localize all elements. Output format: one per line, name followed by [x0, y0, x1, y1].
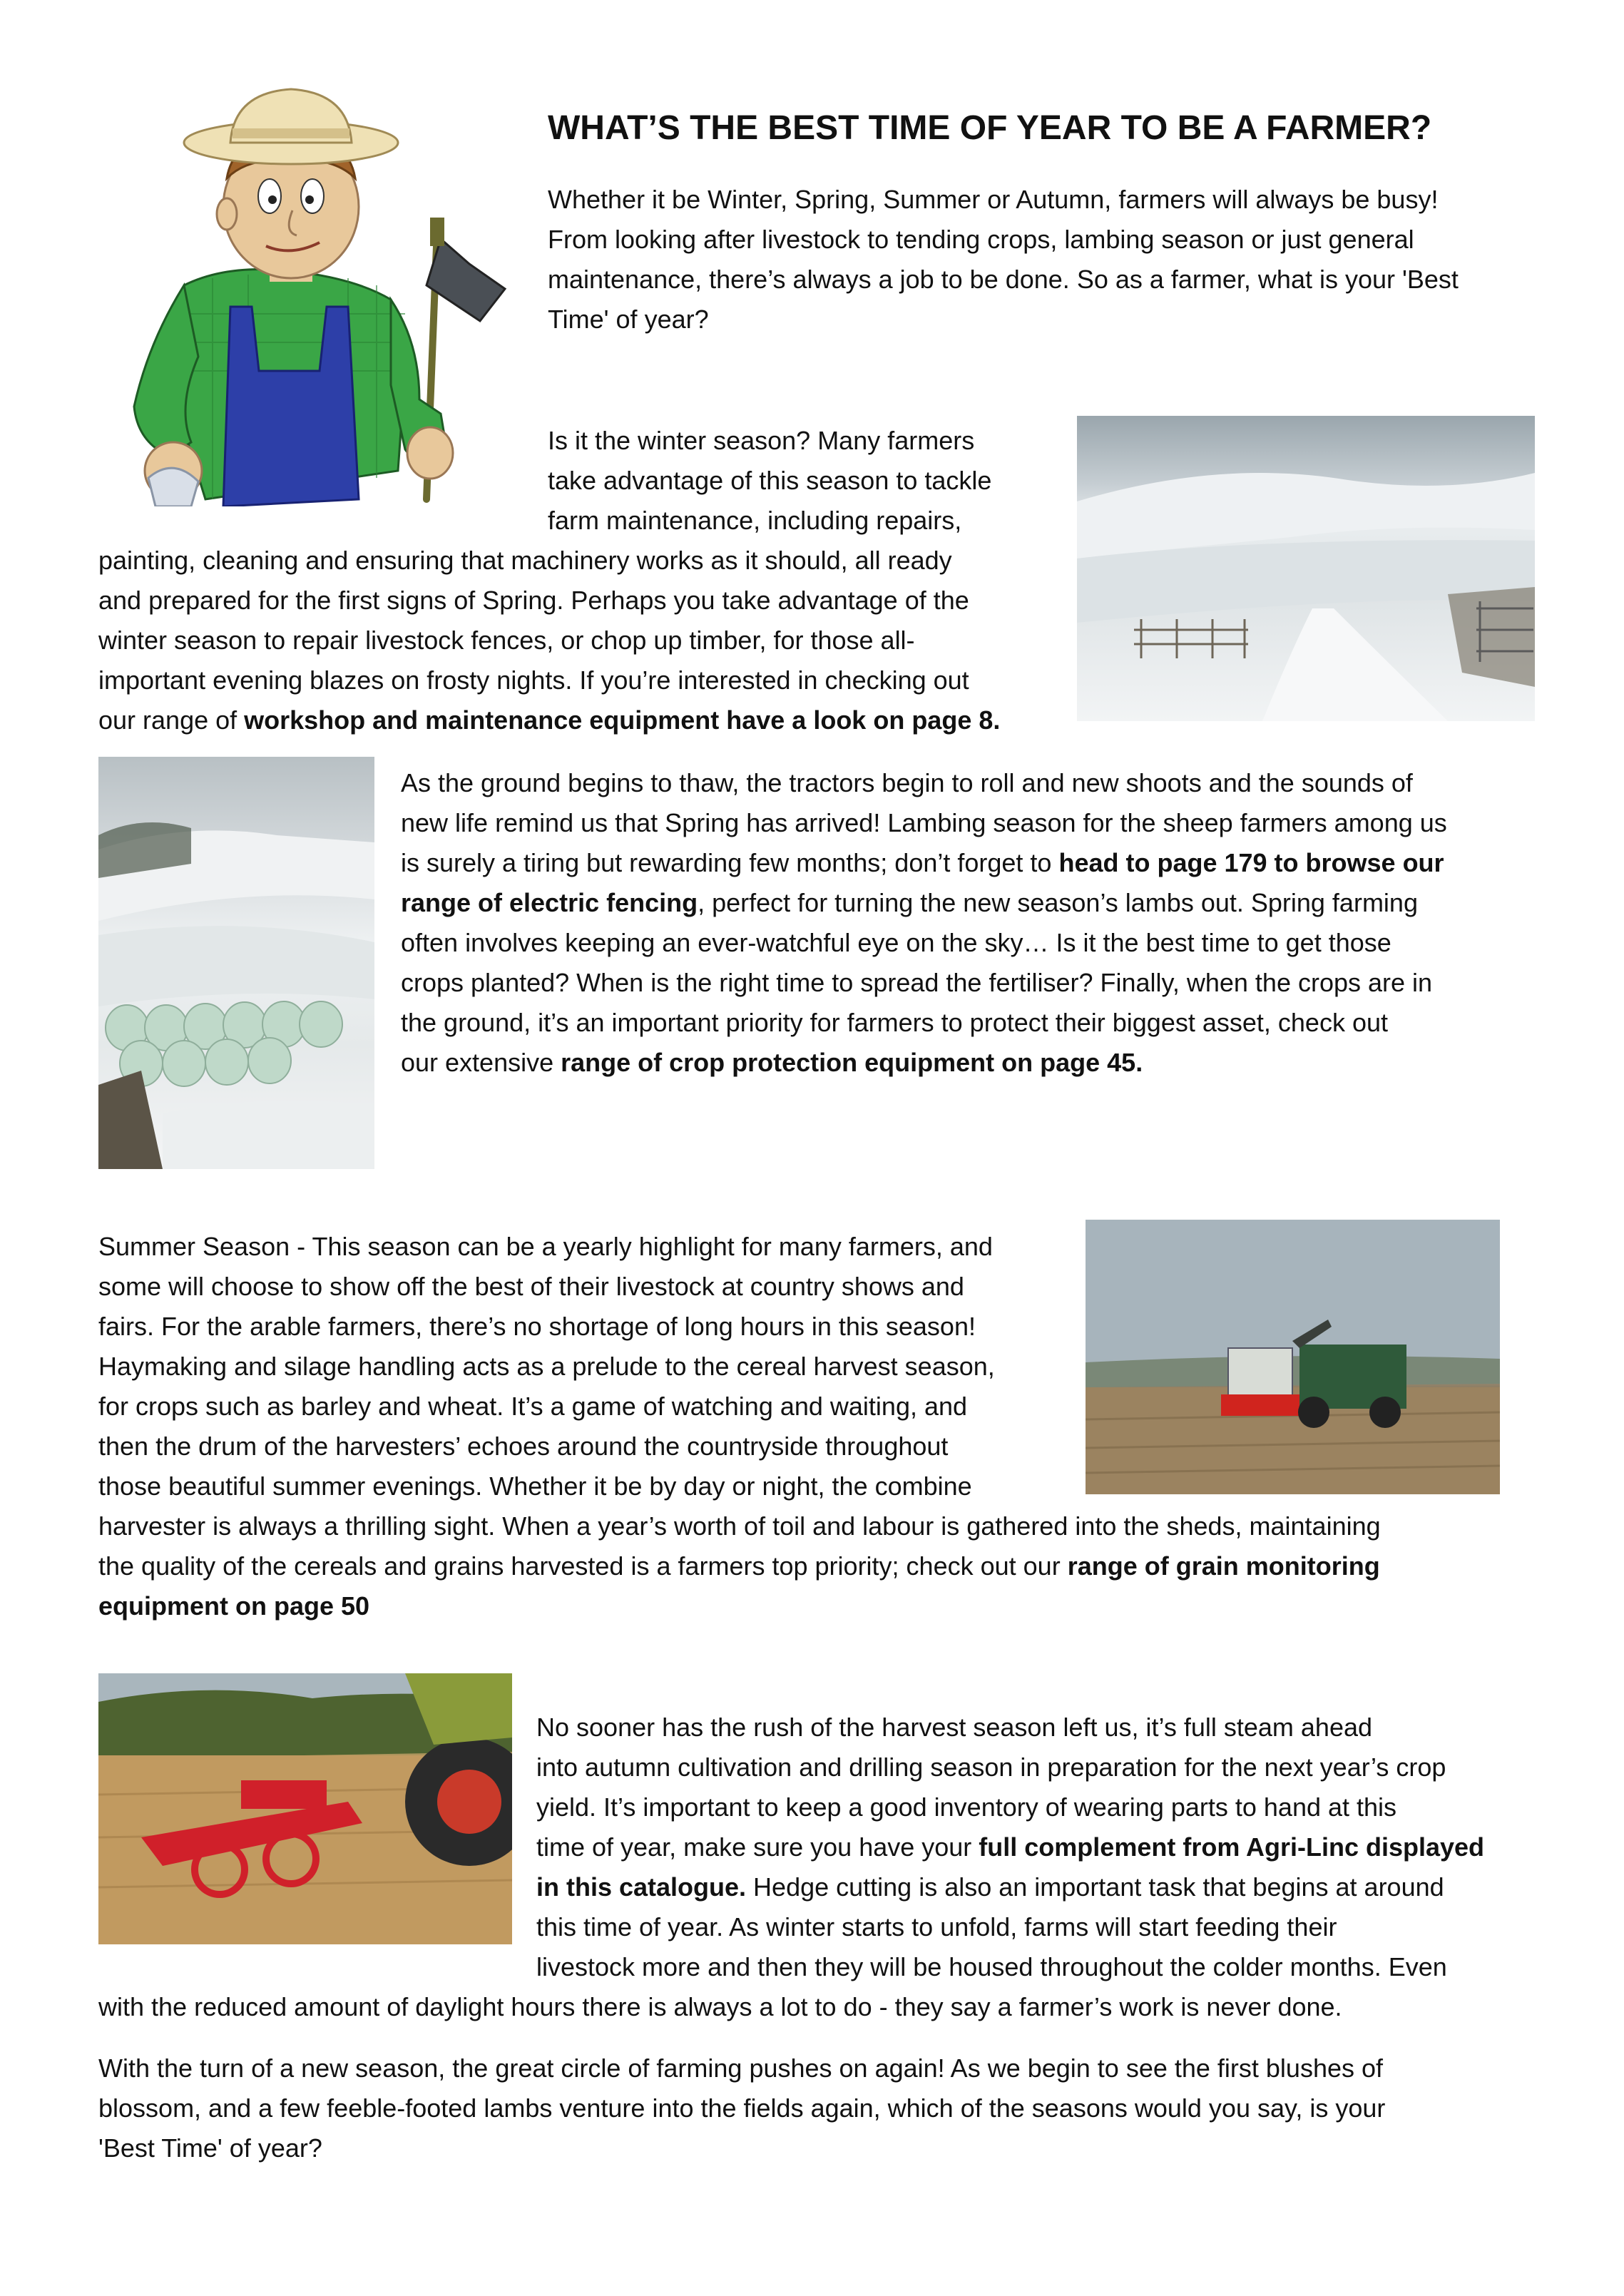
autumn-line: No sooner has the rush of the harvest season left us, it’s full steam ahead [536, 1713, 1373, 1742]
summer-text: the quality of the cereals and grains harvested is a farmers top priority; check out our [98, 1551, 1068, 1581]
spring-text: our extensive [401, 1048, 561, 1077]
spring-page-ref: head to page 179 to browse our [1058, 848, 1444, 877]
summer-line: fairs. For the arable farmers, there’s no shortage of long hours in this season! [98, 1312, 976, 1341]
article-title: WHAT’S THE BEST TIME OF YEAR TO BE A FARMER? [548, 109, 1432, 147]
autumn-line: livestock more and then they will be housed throughout the colder months. Even [536, 1952, 1447, 1981]
autumn-line: yield. It’s important to keep a good inventory of wearing parts to hand at this [536, 1792, 1397, 1822]
snowy-field-bales-photo [98, 757, 374, 1169]
winter-line: take advantage of this season to tackle [548, 466, 992, 495]
autumn-line: this time of year. As winter starts to unfold, farms will start feeding their [536, 1912, 1337, 1942]
spring-text: is surely a tiring but rewarding few months; don’t forget to [401, 848, 1059, 877]
combine-harvester-photo [1086, 1220, 1500, 1494]
spring-line: new life remind us that Spring has arrived! Lambing season for the sheep farmers among us [401, 808, 1447, 837]
winter-line: important evening blazes on frosty nights. If you’re interested in checking out [98, 665, 969, 695]
summer-page-ref: range of grain monitoring [1067, 1551, 1380, 1581]
closing-line: 'Best Time' of year? [98, 2133, 322, 2163]
autumn-catalogue-ref: in this catalogue. [536, 1872, 747, 1902]
farmer-illustration [106, 71, 512, 506]
summer-line: Haymaking and silage handling acts as a prelude to the cereal harvest season, [98, 1352, 995, 1381]
autumn-catalogue-ref: full complement from Agri-Linc displayed [979, 1832, 1485, 1862]
winter-line: Is it the winter season? Many farmers [548, 426, 975, 455]
winter-page-ref: workshop and maintenance equipment have a look on page 8. [244, 705, 1001, 735]
spring-line: crops planted? When is the right time to spread the fertiliser? Finally, when the crops are in [401, 968, 1433, 997]
autumn-line [536, 1867, 1444, 1907]
intro-line: From looking after livestock to tending crops, lambing season or just general [548, 225, 1414, 254]
winter-line: painting, cleaning and ensuring that machinery works as it should, all ready [98, 546, 952, 575]
spring-text: , perfect for turning the new season’s lambs out. Spring farming [698, 888, 1418, 917]
winter-line: farm maintenance, including repairs, [548, 506, 962, 535]
closing-line: With the turn of a new season, the great circle of farming pushes on again! As we begin to see the first blushes of [98, 2053, 1384, 2083]
winter-text: our range of [98, 705, 245, 735]
summer-line: Summer Season - This season can be a yearly highlight for many farmers, and [98, 1232, 993, 1261]
spring-page-ref: range of electric fencing [401, 888, 698, 917]
spring-line [401, 843, 1444, 883]
autumn-line: into autumn cultivation and drilling season in preparation for the next year’s crop [536, 1752, 1446, 1782]
summer-line: those beautiful summer evenings. Whether it be by day or night, the combine [98, 1471, 972, 1501]
autumn-text: time of year, make sure you have your [536, 1832, 979, 1862]
snowy-lane-photo [1077, 416, 1535, 721]
summer-line: then the drum of the harvesters’ echoes around the countryside throughout [98, 1432, 949, 1461]
spring-line: often involves keeping an ever-watchful eye on the sky… Is it the best time to get those [401, 928, 1391, 957]
spring-line: As the ground begins to thaw, the tractors begin to roll and new shoots and the sounds of [401, 768, 1413, 797]
winter-line: and prepared for the first signs of Spring. Perhaps you take advantage of the [98, 586, 969, 615]
spring-page-ref: range of crop protection equipment on page 45. [561, 1048, 1143, 1077]
intro-line: Time' of year? [548, 305, 709, 334]
summer-page-ref: equipment on page 50 [98, 1591, 370, 1621]
autumn-text: Hedge cutting is also an important task that begins at around [746, 1872, 1444, 1902]
red-cultivator-photo [98, 1673, 512, 1944]
summer-line [98, 1546, 1380, 1586]
summer-line [98, 1586, 369, 1626]
intro-line: maintenance, there’s always a job to be done. So as a farmer, what is your 'Best [548, 265, 1459, 294]
autumn-line [536, 1827, 1484, 1867]
summer-line: harvester is always a thrilling sight. When a year’s worth of toil and labour is gathered into the sheds, maintaining [98, 1511, 1381, 1541]
closing-line: blossom, and a few feeble-footed lambs venture into the fields again, which of the seasons would you say, is your [98, 2093, 1386, 2123]
intro-line: Whether it be Winter, Spring, Summer or Autumn, farmers will always be busy! [548, 185, 1439, 214]
spring-line [401, 1043, 1143, 1083]
summer-line: for crops such as barley and wheat. It’s a game of watching and waiting, and [98, 1392, 968, 1421]
winter-line: winter season to repair livestock fences, or chop up timber, for those all- [98, 626, 915, 655]
autumn-line: with the reduced amount of daylight hours there is always a lot to do - they say a farmer’s work is never done. [98, 1992, 1342, 2021]
spring-line: the ground, it’s an important priority for farmers to protect their biggest asset, check out [401, 1008, 1388, 1037]
summer-line: some will choose to show off the best of their livestock at country shows and [98, 1272, 964, 1301]
spring-line [401, 883, 1418, 923]
winter-line [98, 700, 1000, 740]
